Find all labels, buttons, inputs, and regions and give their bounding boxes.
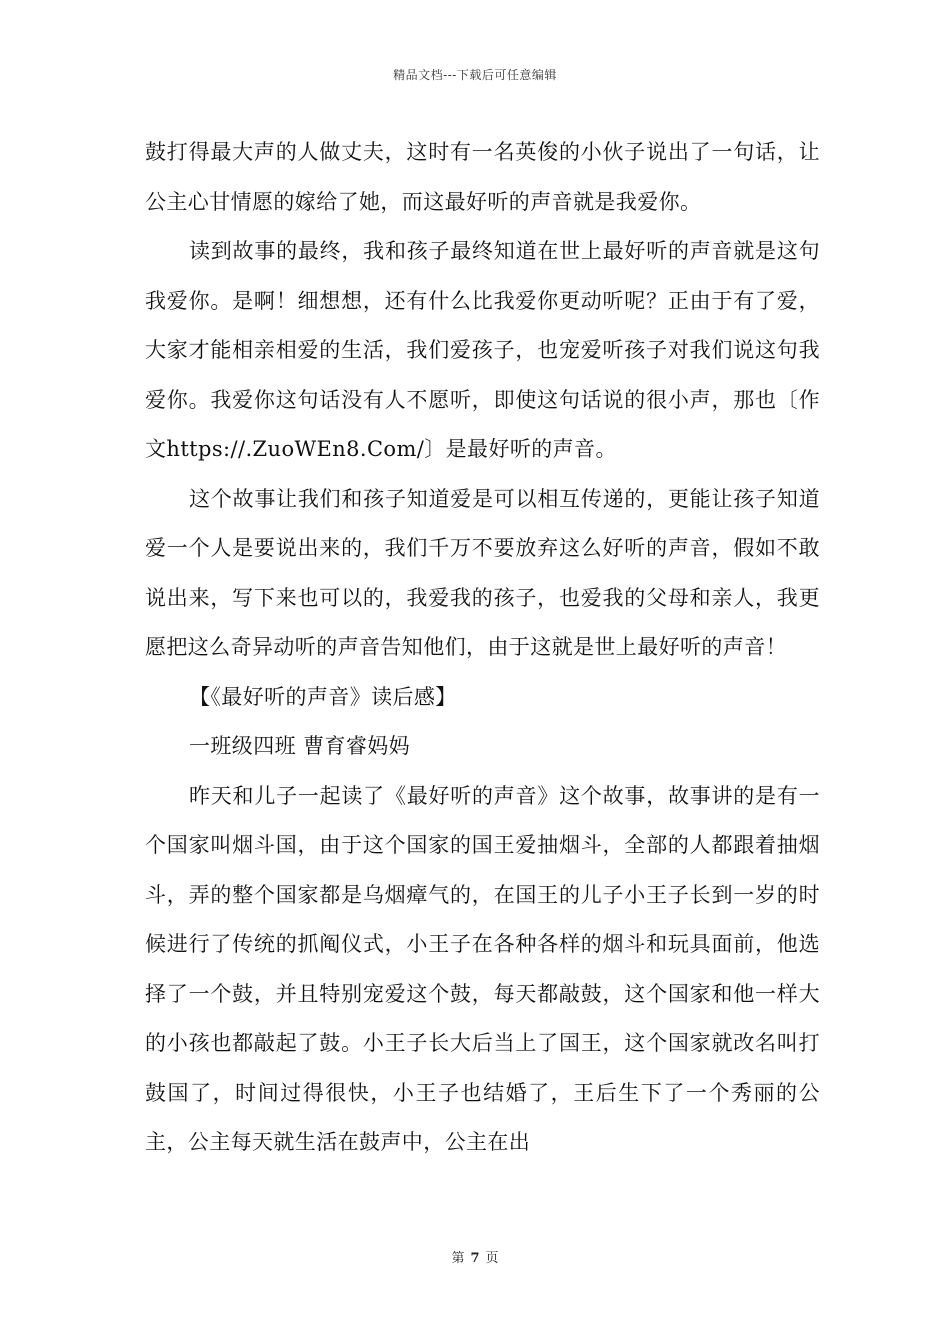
page-number: 7: [470, 1251, 480, 1266]
paragraph: 这个故事让我们和孩子知道爱是可以相互传递的，更能让孩子知道爱一个人是要说出来的，我们千万不要放弃这么好听的声音，假如不敢说出来，写下来也可以的，我爱我的孩子，也爱我的父母和亲人，我更愿把这么奇异动听的声音告知他们，由于这就是世上最好听的声音！: [145, 486, 820, 659]
section-title: 【《最好听的声音》读后感】: [189, 684, 457, 709]
document-body: [145, 128, 820, 1168]
page-number-prefix: 第: [451, 1251, 465, 1266]
paragraph: 昨天和儿子一起读了《最好听的声音》这个故事，故事讲的是有一个国家叫烟斗国，由于这个国家的国王爱抽烟斗，全部的人都跟着抽烟斗，弄的整个国家都是乌烟瘴气的，在国王的儿子小王子长到一岁的时候进行了传统的抓阄仪式，小王子在各种各样的烟斗和玩具面前，他选择了一个鼓，并且特别宠爱这个鼓，每天都敲鼓，这个国家和他一样大的小孩也都敲起了鼓。小王子长大后当上了国王，这个国家就改名叫打鼓国了，时间过得很快，小王子也结婚了，王后生下了一个秀丽的公主，公主每天就生活在鼓声中，公主在出: [145, 783, 820, 1154]
author-line: 一班级四班 曹育睿妈妈: [189, 734, 411, 758]
page-number-suffix: 页: [485, 1251, 499, 1266]
paragraph: 读到故事的最终，我和孩子最终知道在世上最好听的声音就是这句我爱你。是啊！细想想，还有什么比我爱你更动听呢？正由于有了爱，大家才能相亲相爱的生活，我们爱孩子，也宠爱听孩子对我们说这句我爱你。我爱你这句话没有人不愿听，即使这句话说的很小声，那也〔作文https://.ZuoWEn8.Com/〕是最好听的声音。: [145, 239, 820, 461]
page-header: 精品文档---下载后可任意编辑: [393, 68, 557, 82]
paragraph-continuation: 鼓打得最大声的人做丈夫，这时有一名英俊的小伙子说出了一句话，让公主心甘情愿的嫁给了她，而这最好听的声音就是我爱你。: [145, 140, 820, 214]
page-footer: [0, 1247, 950, 1266]
